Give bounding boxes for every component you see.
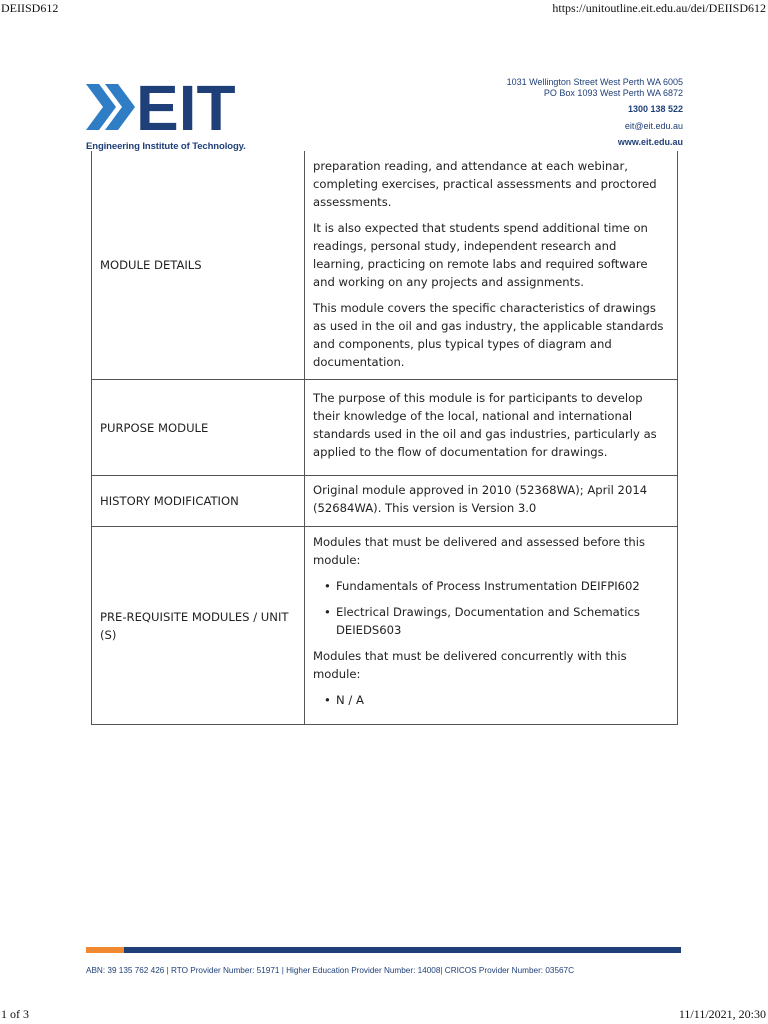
print-footer-page-info: 1 of 3 <box>1 1007 29 1021</box>
eit-tagline: Engineering Institute of Technology. <box>86 141 246 152</box>
eit-logo-mark-icon <box>86 72 246 144</box>
eit-wordmark: EIT <box>136 72 236 144</box>
contact-street: 1031 Wellington Street West Perth WA 6005 <box>506 77 683 87</box>
table-row-purpose-module <box>92 380 678 476</box>
prerequisite-value <box>305 527 678 725</box>
table-row-prerequisite <box>92 527 678 725</box>
table-row-history-modification <box>92 476 678 527</box>
list-item: • Fundamentals of Process Instrumentation DEIFPI602 <box>336 577 667 595</box>
module-table-viewport <box>91 159 678 707</box>
list-item: • N / A <box>336 691 667 709</box>
module-outline-table <box>91 151 678 725</box>
print-footer-datetime: 11/11/2021, 20:30 <box>678 1007 766 1021</box>
print-footer <box>0 1008 768 1024</box>
prerequisite-label: PRE-REQUISITE MODULES / UNIT (S) <box>92 527 305 725</box>
footer-bar-orange <box>86 947 124 953</box>
prerequisite-concurrent-list <box>313 691 667 709</box>
purpose-module-value <box>305 380 678 476</box>
purpose-module-label: PURPOSE MODULE <box>92 380 305 476</box>
module-details-paragraph: It is also expected that students spend additional time on readings, personal study, independent research and learning, practicing on remote labs and required software and working on any projects and assignments. <box>313 221 648 289</box>
contact-email[interactable]: eit@eit.edu.au <box>624 120 683 131</box>
module-details-value <box>305 151 678 380</box>
print-header-doc-code: DEIISD612 <box>1 1 59 15</box>
module-details-paragraph: This module covers the specific characteristics of drawings as used in the oil and gas industry, the applicable standards and components, plus typical types of diagram and documentation. <box>313 301 664 369</box>
contact-po-box: PO Box 1093 West Perth WA 6872 <box>543 87 683 98</box>
prerequisite-concurrent-heading: Modules that must be delivered concurrently with this module: <box>313 649 627 681</box>
print-header <box>0 0 768 16</box>
contact-phone: 1300 138 522 <box>627 104 683 114</box>
module-details-paragraph: preparation reading, and attendance at each webinar, completing exercises, practical assessments and proctored assessments. <box>313 159 657 209</box>
print-header-url[interactable]: https://unitoutline.eit.edu.au/dei/DEIISD612 <box>552 1 766 15</box>
contact-block <box>507 77 683 148</box>
history-modification-label: HISTORY MODIFICATION <box>92 476 305 527</box>
history-modification-text: Original module approved in 2010 (52368WA); April 2014 (52684WA). This version is Version 3.0 <box>313 483 648 515</box>
table-row-module-details <box>92 151 678 380</box>
list-item: • Electrical Drawings, Documentation and Schematics DEIEDS603 <box>336 603 667 639</box>
module-details-label: MODULE DETAILS <box>92 151 305 380</box>
footer-color-bar <box>86 947 681 953</box>
prerequisite-before-heading: Modules that must be delivered and assessed before this module: <box>313 535 646 567</box>
contact-website[interactable]: www.eit.edu.au <box>617 137 683 147</box>
eit-logo <box>86 74 246 154</box>
prerequisite-before-list <box>313 577 667 639</box>
history-modification-value <box>305 476 678 527</box>
footer-bar-blue <box>124 947 681 953</box>
footer-provider-numbers: ABN: 39 135 762 426 | RTO Provider Number: 51971 | Higher Education Provider Number: 14008| CRICOS Provider Number: 03567C <box>86 966 575 975</box>
purpose-module-text: The purpose of this module is for participants to develop their knowledge of the local, national and international standards used in the oil and gas industries, particularly as applied to the flow of documentation for drawings. <box>313 391 657 459</box>
